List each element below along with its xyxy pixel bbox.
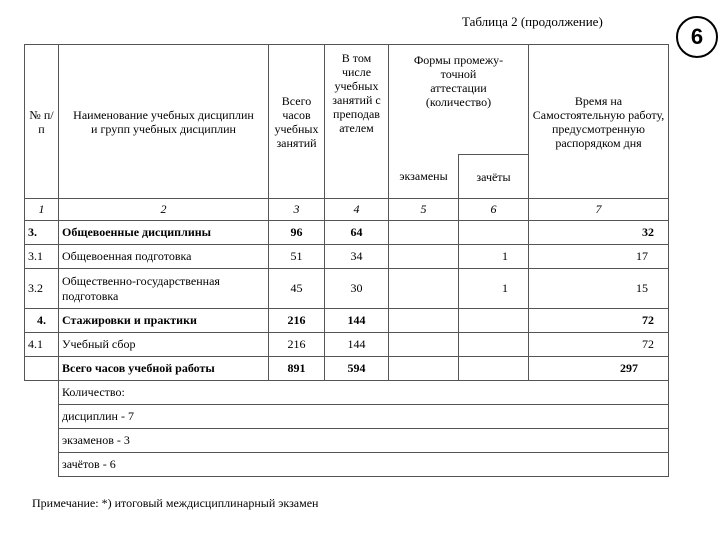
row-teacher: 34	[325, 245, 389, 269]
col-num-2: 2	[59, 199, 269, 221]
summary-row	[25, 453, 669, 477]
header-teacher-hours: В том числе учебных занятий с преподав ателем	[325, 45, 389, 199]
row-num	[25, 357, 59, 381]
row-num: 4.1	[25, 333, 59, 357]
row-hours: 96	[269, 221, 325, 245]
row-name: Общевоенная подготовка	[59, 245, 269, 269]
row-credits	[459, 357, 529, 381]
footnote: Примечание: *) итоговый междисциплинарный экзамен	[32, 496, 319, 510]
row-self: 297	[529, 357, 669, 381]
row-teacher: 144	[325, 333, 389, 357]
row-num: 4.	[25, 309, 59, 333]
col-num-1: 1	[25, 199, 59, 221]
summary-row	[25, 405, 669, 429]
table-row	[25, 269, 669, 309]
page-number-badge: 6	[676, 16, 718, 58]
row-exams	[389, 269, 459, 309]
row-self: 72	[529, 309, 669, 333]
col-num-7: 7	[529, 199, 669, 221]
table-row	[25, 245, 669, 269]
row-self: 15	[529, 269, 669, 309]
header-credits: зачёты	[459, 155, 529, 199]
row-credits	[459, 221, 529, 245]
row-exams	[389, 245, 459, 269]
summary-row	[25, 381, 669, 405]
row-credits	[459, 333, 529, 357]
table-caption: Таблица 2 (продолжение)	[462, 14, 603, 29]
header-exams: экзамены	[389, 155, 459, 199]
row-exams	[389, 309, 459, 333]
table-row-total	[25, 357, 669, 381]
col-num-3: 3	[269, 199, 325, 221]
row-name: Общественно-государственная подготовка	[59, 269, 269, 309]
col-num-6: 6	[459, 199, 529, 221]
header-name: Наименование учебных дисциплин и групп учебных дисциплин	[59, 45, 269, 199]
row-name: Стажировки и практики	[59, 309, 269, 333]
row-credits: 1	[459, 269, 529, 309]
column-number-row	[25, 199, 669, 221]
row-credits	[459, 309, 529, 333]
table-row	[25, 333, 669, 357]
table-row	[25, 221, 669, 245]
row-hours: 51	[269, 245, 325, 269]
row-exams	[389, 333, 459, 357]
summary-disciplines: дисциплин - 7	[59, 405, 669, 429]
header-self-work: Время на Самостоятельную работу, предусмотренную распорядком дня	[529, 45, 669, 199]
row-hours: 891	[269, 357, 325, 381]
row-hours: 216	[269, 309, 325, 333]
row-num: 3.	[25, 221, 59, 245]
row-name: Всего часов учебной работы	[59, 357, 269, 381]
row-num: 3.1	[25, 245, 59, 269]
row-self: 32	[529, 221, 669, 245]
row-num: 3.2	[25, 269, 59, 309]
row-teacher: 30	[325, 269, 389, 309]
row-self: 72	[529, 333, 669, 357]
summary-row	[25, 429, 669, 453]
row-exams	[389, 221, 459, 245]
row-teacher: 144	[325, 309, 389, 333]
header-hours: Всего часов учебных занятий	[269, 45, 325, 199]
row-teacher: 594	[325, 357, 389, 381]
row-self: 17	[529, 245, 669, 269]
row-name: Учебный сбор	[59, 333, 269, 357]
row-hours: 45	[269, 269, 325, 309]
summary-credits: зачётов - 6	[59, 453, 669, 477]
header-forms-text: Формы промежу-точной аттестации (количество)	[413, 53, 504, 109]
summary-exams: экзаменов - 3	[59, 429, 669, 453]
row-exams	[389, 357, 459, 381]
summary-title: Количество:	[59, 381, 669, 405]
header-forms	[389, 45, 529, 155]
row-teacher: 64	[325, 221, 389, 245]
row-hours: 216	[269, 333, 325, 357]
col-num-4: 4	[325, 199, 389, 221]
curriculum-table	[24, 44, 669, 477]
table-row	[25, 309, 669, 333]
row-credits: 1	[459, 245, 529, 269]
col-num-5: 5	[389, 199, 459, 221]
row-name: Общевоенные дисциплины	[59, 221, 269, 245]
header-num: № п/п	[25, 45, 59, 199]
